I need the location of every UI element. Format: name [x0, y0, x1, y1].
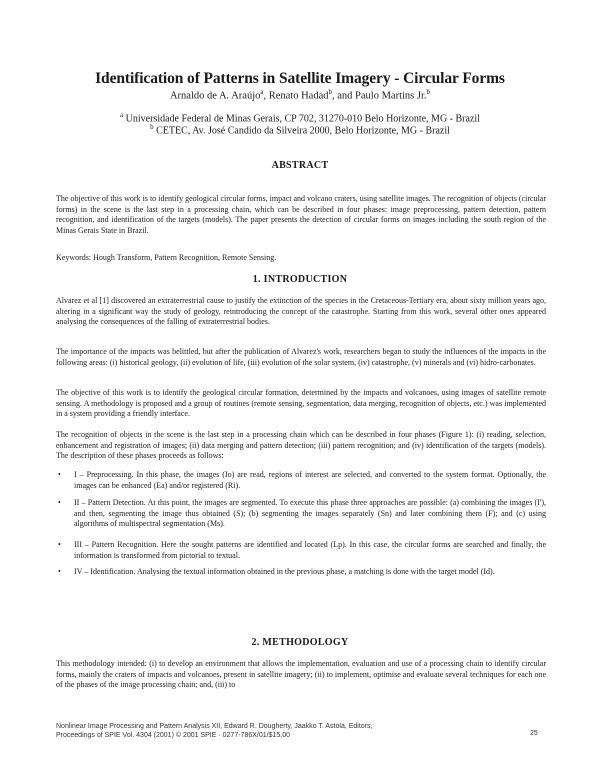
page-number: 25 — [530, 730, 538, 737]
author-martins-sup: b — [426, 88, 431, 96]
methodology-heading: 2. METHODOLOGY — [251, 637, 349, 648]
list-item-text: IV – Identification. Analysing the textual information obtained in the previous phase, a matching is done with the target model (Id). — [74, 567, 495, 576]
author-araujo: Arnaldo de A. Araújo — [169, 90, 261, 102]
author-martins: , and Paulo Martins Jr. — [332, 90, 427, 102]
introduction-heading: 1. INTRODUCTION — [252, 274, 348, 285]
paper-title: Identification of Patterns in Satellite Imagery - Circular Forms — [95, 70, 505, 87]
list-item-pattern-recognition — [56, 540, 546, 561]
affiliation-ufmg-sup: a — [120, 111, 124, 119]
footer-citation-line-1: Nonlinear Image Processing and Pattern Analysis XII, Edward R. Dougherty, Jaakko T. Astola, Editors, — [56, 723, 373, 730]
list-item-pattern-detection — [56, 498, 546, 530]
author-list — [0, 88, 600, 102]
bullet-dot: • — [58, 567, 61, 576]
affiliation-cetec — [0, 123, 600, 136]
author-hadad: , Renato Hadad — [263, 90, 329, 102]
footer-citation-line-2: Proceedings of SPIE Vol. 4304 (2001) © 2001 SPIE · 0277-786X/01/$15.00 — [56, 732, 290, 739]
affiliation-cetec-text: CETEC, Av. José Candido da Silveira 2000, Belo Horizonte, MG - Brazil — [153, 125, 450, 137]
bullet-dot: • — [58, 540, 61, 549]
intro-paragraph-4: The recognition of objects in the scene is the last step in a processing chain which can be described in four phases (Figure 1): (i) reading, selection, enhancement and registration of images; (ii) data merging and pattern detection; (iii) pattern recognition; and (iv) identification of the targets (models). The description of these phases proceeds as follows: — [56, 430, 546, 461]
intro-paragraph-1: Alvarez et al [1] discovered an extraterrestrial cause to justify the extinction of the species in the Cretaceous-Tertiary era, about sixty million years ago, altering in a significant way the study of geology, reintroducing the concept of the catastrophe. Starting from this work, several other ones appeared analysing the consequences of the falling of extraterrestrial bodies. — [56, 296, 546, 327]
list-item-text: II – Pattern Detection. At this point, the images are segmented. To execute this phase three approaches are possible: (a) combining the images (I'), and then, segmenting the image thus obtained (S); (b) segmenting the images separately (Sn) and later combining them (F); and (c) using algorithms of multispectral segmentation (Ms). — [74, 498, 546, 529]
abstract-text: The objective of this work is to identify geological circular forms, impact and volcano craters, using satellite images. The recognition of objects (circular forms) in the scene is the last step in a processing chain, which can be described in four phases: image preprocessing, pattern detection, pattern recognition, and identification of the targets (models). The paper presents the detection of circular forms on images including the south region of the Minas Gerais State in Brazil. — [56, 194, 546, 235]
list-item-identification — [56, 567, 546, 578]
bullet-dot: • — [58, 498, 61, 507]
intro-paragraph-2: The importance of the impacts was belittled, but after the publication of Alvarez's work, researchers began to study the influences of the impacts in the following areas: (i) historical geology, (ii) evolution of life, (iii) evolution of the solar system, (iv) catastrophe, (v) minerals and (vi) hidro-carbonates. — [56, 347, 546, 367]
list-item-preprocessing — [56, 470, 546, 491]
bullet-dot: • — [58, 470, 61, 479]
author-araujo-sup: a — [260, 88, 264, 96]
keywords: Keywords: Hough Transform, Pattern Recognition, Remote Sensing. — [56, 253, 277, 262]
author-hadad-sup: b — [328, 88, 333, 96]
intro-paragraph-3: The objective of this work is to identify the geological circular formation, determined by the impacts and volcanoes, using images of satellite remote sensing. A methodology is proposed and a group of routines (remote sensing, segmentation, data merging, recognition of objects, etc.) was implemented in a system providing a friendly interface. — [56, 388, 546, 419]
methodology-paragraph-1: This methodology intended: (i) to develop an environment that allows the implementation, evaluation and use of a processing chain to identify circular forms, mainly the craters of impacts and volcanoes, present in satellite imagery; (ii) to implement, optimise and evaluate several techniques for each one of the phases of the image processing chain; and, (iii) to — [56, 659, 546, 690]
list-item-text: I – Preprocessing. In this phase, the images (Io) are read, regions of interest are selected, and converted to the system format. Optionally, the images can be enhanced (Ea) and/or registered (Ri). — [74, 470, 546, 490]
abstract-heading: ABSTRACT — [271, 160, 329, 171]
list-item-text: III – Pattern Recognition. Here the sought patterns are identified and located (Lp). In this case, the circular forms are searched and finally, the information is transformed from pictorial to textual. — [74, 540, 546, 560]
affiliation-cetec-sup: b — [150, 123, 154, 131]
affiliation-ufmg-text: Universidade Federal de Minas Gerais, CP 702, 31270-010 Belo Horizonte, MG - Brazil — [123, 113, 480, 125]
